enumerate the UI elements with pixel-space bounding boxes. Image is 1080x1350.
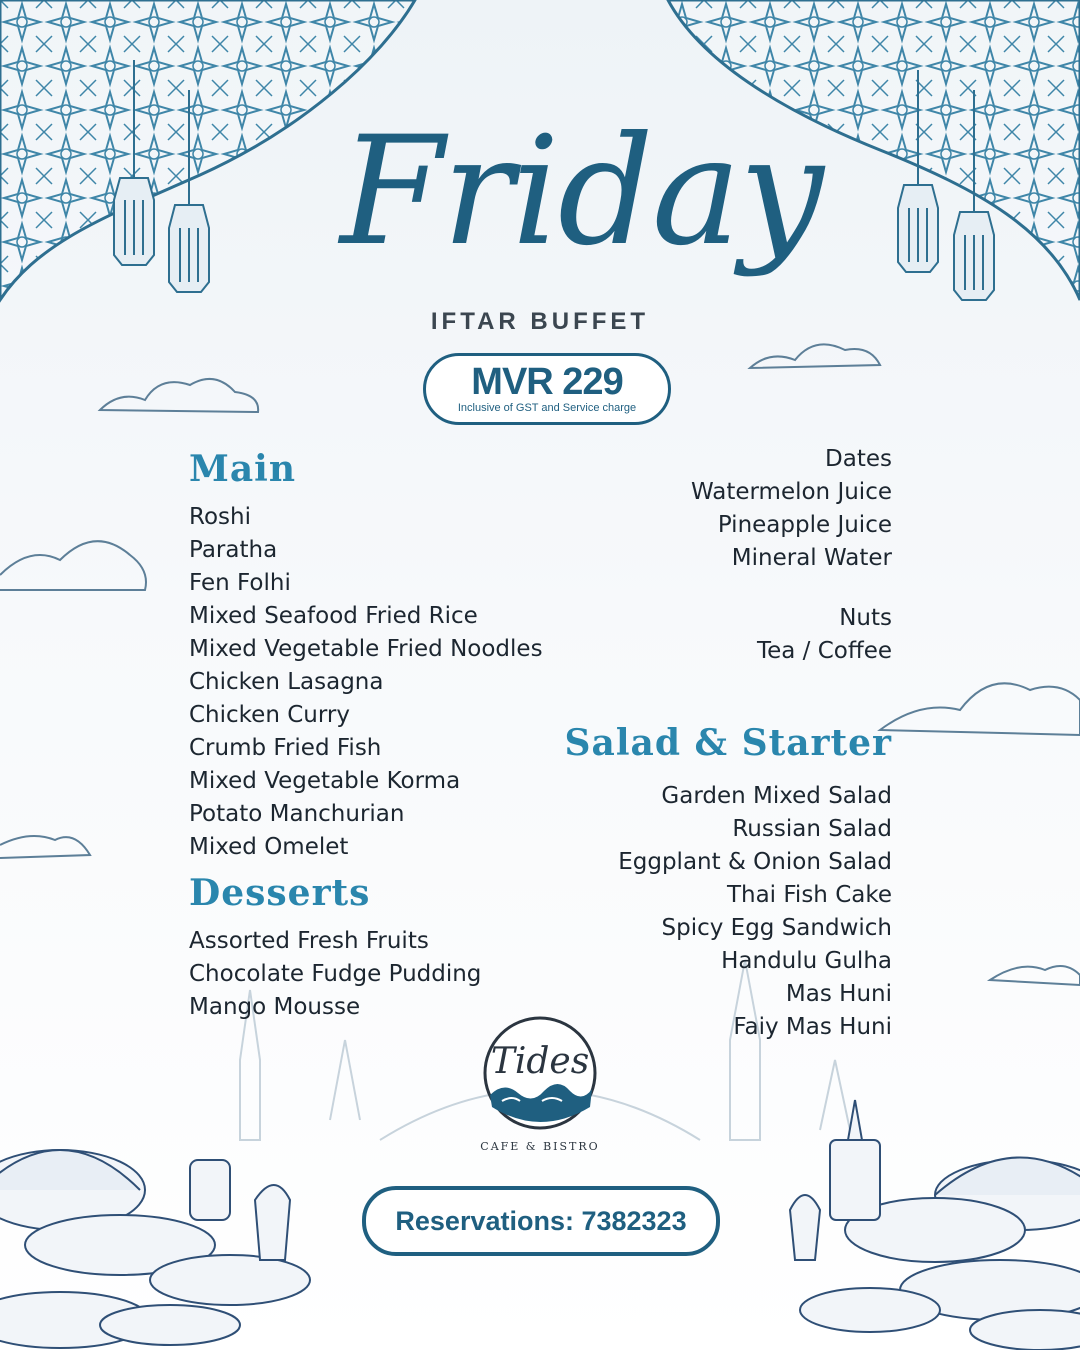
list-item: Handulu Gulha xyxy=(721,948,892,974)
list-item: Faiy Mas Huni xyxy=(733,1014,892,1040)
section-heading-main: Main xyxy=(189,448,297,490)
list-item: Spicy Egg Sandwich xyxy=(661,915,892,941)
list-item: Mixed Vegetable Fried Noodles xyxy=(189,636,543,662)
salad-list xyxy=(618,780,892,1044)
main-list xyxy=(189,501,543,864)
list-item: Chocolate Fudge Pudding xyxy=(189,961,482,987)
list-item: Eggplant & Onion Salad xyxy=(618,849,892,875)
list-item: Chicken Lasagna xyxy=(189,669,384,695)
list-item: Mango Mousse xyxy=(189,994,361,1020)
section-heading-desserts: Desserts xyxy=(189,872,371,914)
list-item: Dates xyxy=(825,446,892,472)
brand-logo xyxy=(482,1015,598,1131)
list-item: Garden Mixed Salad xyxy=(661,783,892,809)
drinks-list xyxy=(691,443,892,575)
list-item: Mixed Omelet xyxy=(189,834,349,860)
page-title: Friday xyxy=(340,105,822,279)
price-badge xyxy=(423,353,671,425)
list-item: Thai Fish Cake xyxy=(726,882,892,908)
list-item: Watermelon Juice xyxy=(690,479,892,505)
section-heading-salad: Salad & Starter xyxy=(564,722,892,764)
extras-list xyxy=(757,602,892,668)
list-item: Nuts xyxy=(839,605,892,631)
list-item: Mas Huni xyxy=(785,981,892,1007)
desserts-list xyxy=(189,925,481,1024)
list-item: Mixed Vegetable Korma xyxy=(189,768,461,794)
logo-text: Tides xyxy=(490,1041,590,1082)
list-item: Assorted Fresh Fruits xyxy=(189,928,429,954)
price-value: MVR 229 xyxy=(471,361,623,403)
list-item: Tea / Coffee xyxy=(756,638,892,664)
list-item: Fen Folhi xyxy=(189,570,291,596)
list-item: Mixed Seafood Fried Rice xyxy=(189,603,478,629)
list-item: Russian Salad xyxy=(732,816,892,842)
list-item: Chicken Curry xyxy=(189,702,350,728)
list-item: Pineapple Juice xyxy=(717,512,892,538)
list-item: Roshi xyxy=(189,504,251,530)
list-item: Crumb Fried Fish xyxy=(189,735,382,761)
price-note: Inclusive of GST and Service charge xyxy=(457,402,637,414)
list-item: Mineral Water xyxy=(731,545,892,571)
reservation-button[interactable]: Reservations: 7382323 xyxy=(362,1186,720,1256)
logo-tagline: CAFE & BISTRO xyxy=(480,1140,600,1153)
list-item: Potato Manchurian xyxy=(189,801,405,827)
buffet-subtitle: IFTAR BUFFET xyxy=(430,308,650,335)
list-item: Paratha xyxy=(189,537,278,563)
